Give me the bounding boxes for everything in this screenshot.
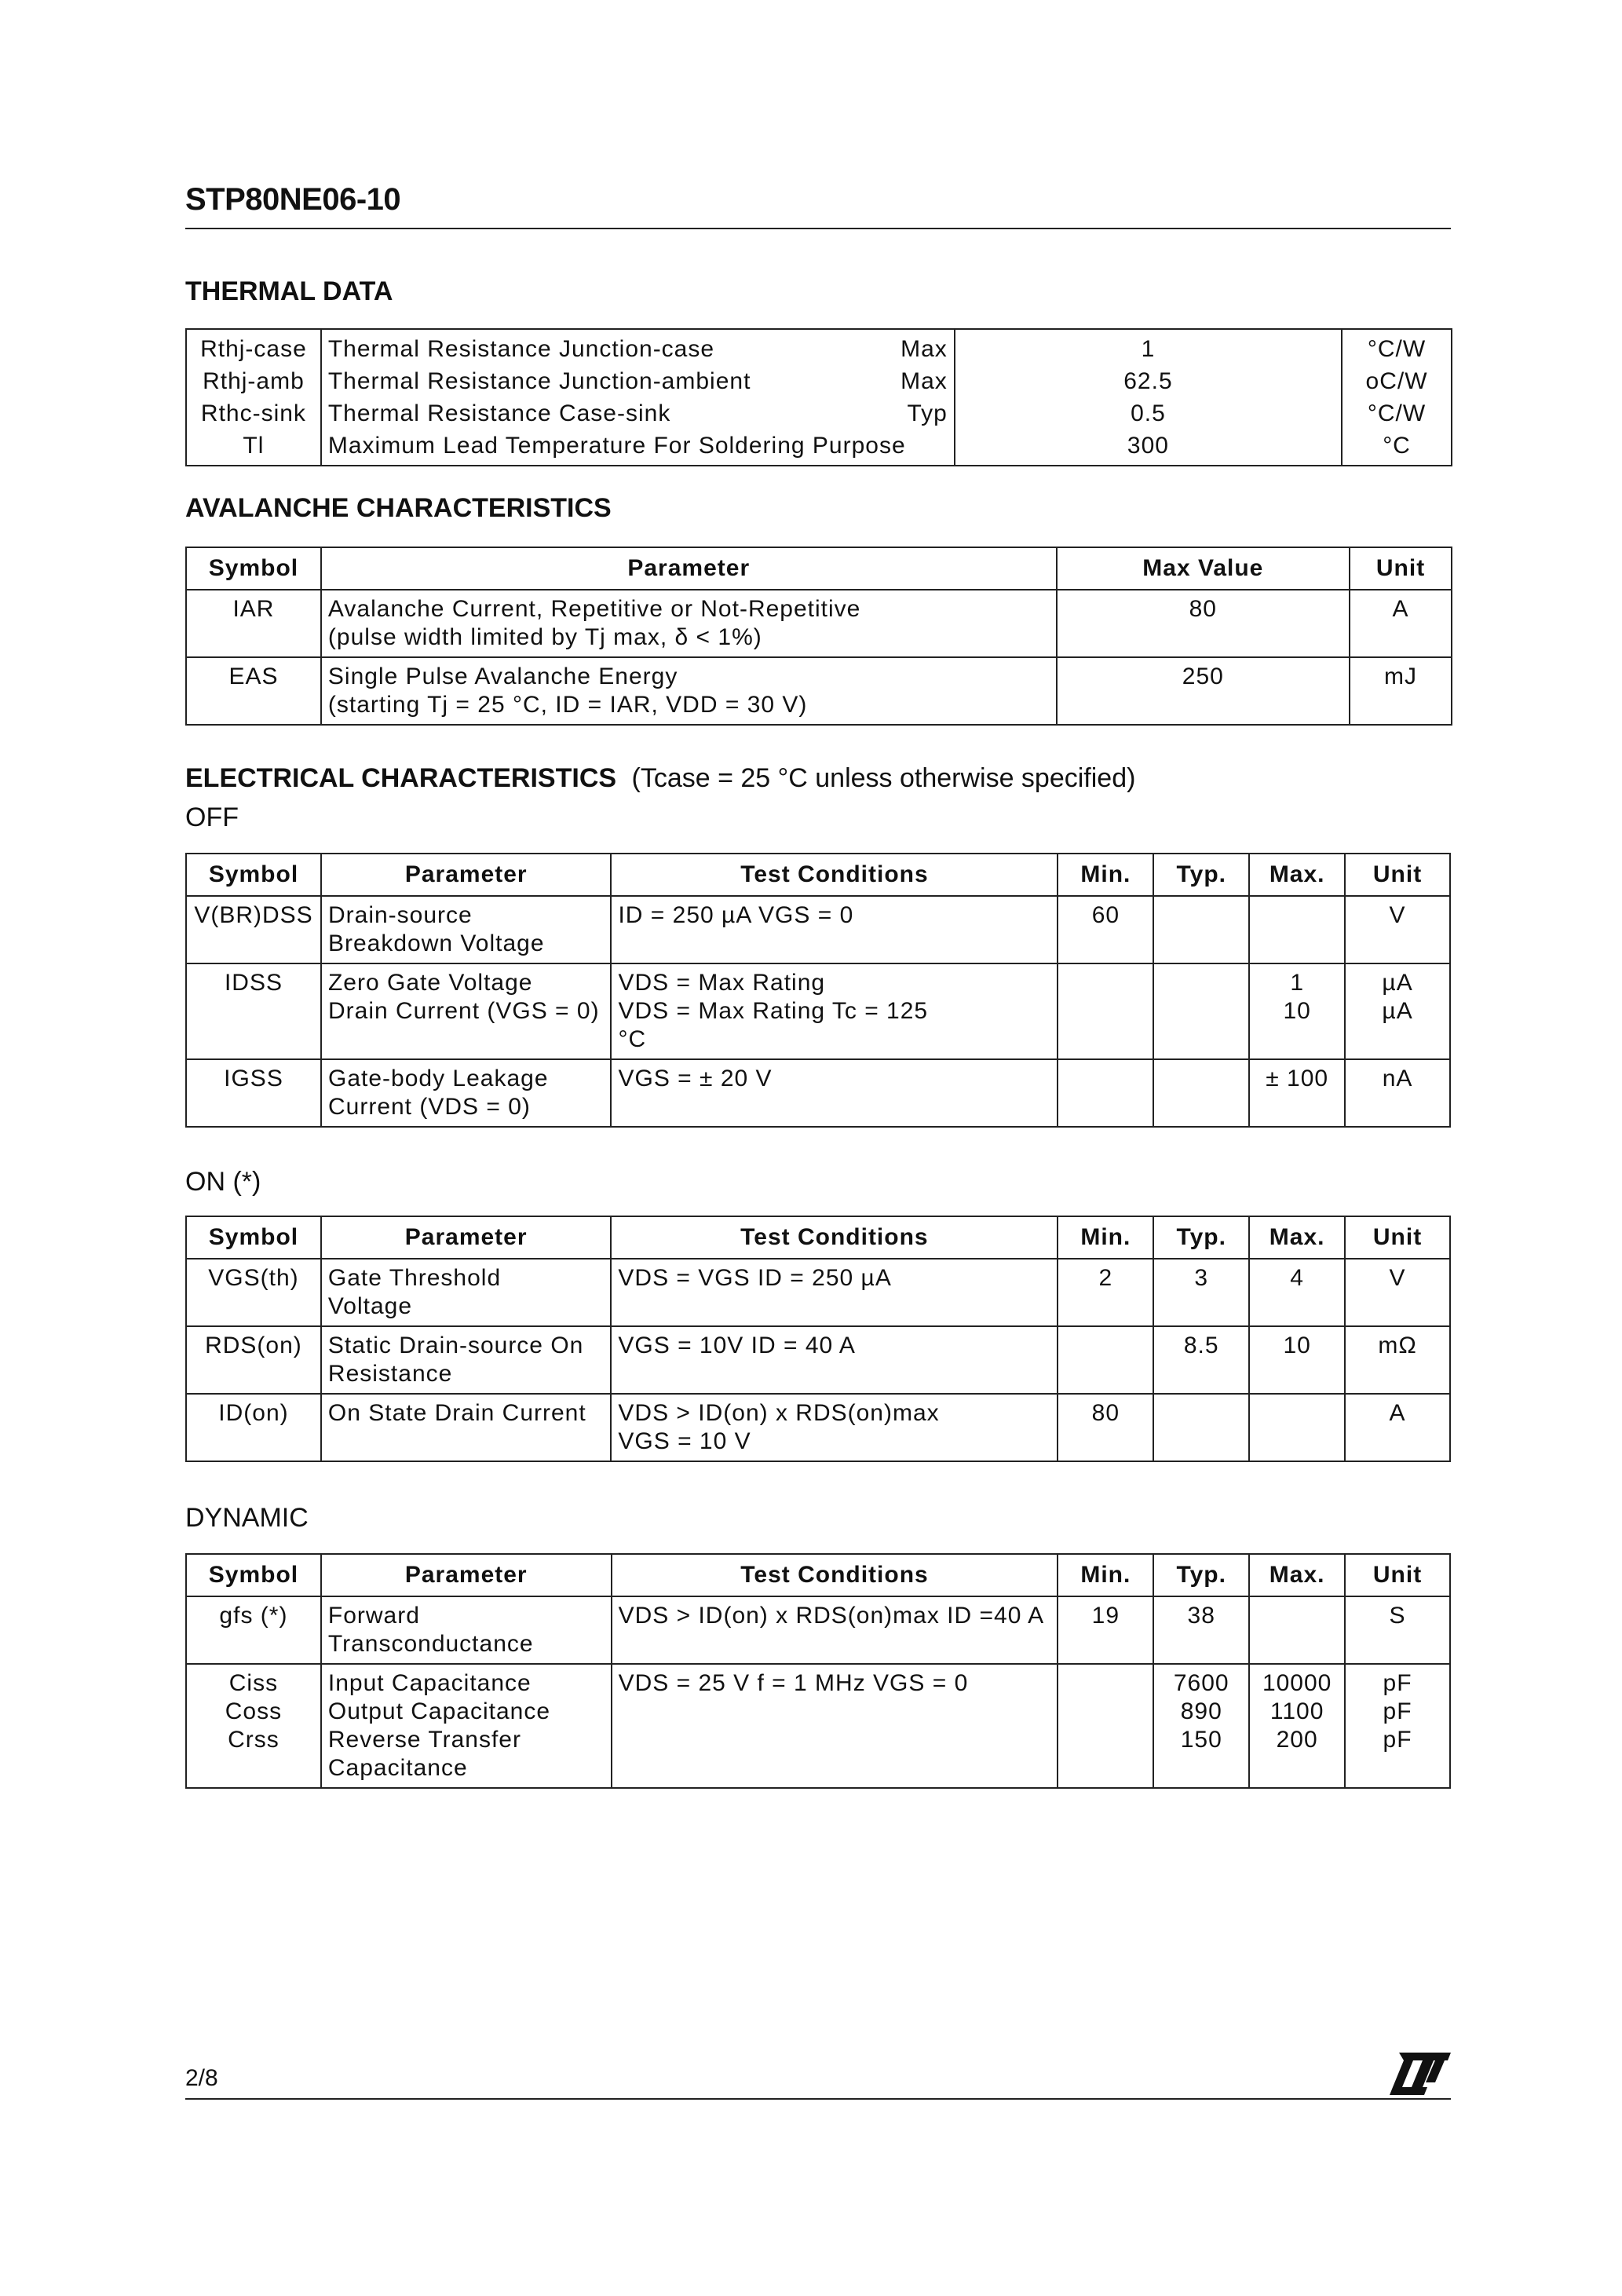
thermal-limit: Max xyxy=(901,336,948,362)
thermal-unit: °C/W xyxy=(1342,329,1452,365)
column-header: Max. xyxy=(1249,1554,1345,1596)
condition-line: VGS = ± 20 V xyxy=(618,1066,773,1091)
on-subheading: ON (*) xyxy=(185,1167,261,1197)
part-number-title: STP80NE06-10 xyxy=(185,182,401,217)
thermal-data-table xyxy=(185,328,1452,466)
parameter-cell xyxy=(321,1259,611,1326)
column-header: Symbol xyxy=(186,854,321,896)
parameter-line: Drain Current (VGS = 0) xyxy=(327,998,600,1024)
avalanche-symbol: EAS xyxy=(186,657,321,725)
max-cell: 10000 1100 200 xyxy=(1249,1664,1345,1788)
parameter-cell xyxy=(321,963,611,1059)
symbol-cell: ID(on) xyxy=(186,1394,321,1461)
parameter-line: Voltage xyxy=(327,1293,412,1319)
min-cell: 60 xyxy=(1058,896,1153,963)
test-conditions-cell xyxy=(612,1596,1058,1664)
max-cell xyxy=(1249,1596,1345,1664)
column-header: Symbol xyxy=(186,1216,321,1259)
symbol-cell: IGSS xyxy=(186,1059,321,1127)
avalanche-table xyxy=(185,547,1452,726)
parameter-line: Input Capacitance xyxy=(327,1670,532,1696)
test-conditions-cell xyxy=(611,1059,1058,1127)
thermal-row xyxy=(186,329,1452,365)
avalanche-header: Parameter xyxy=(321,547,1057,590)
thermal-unit: oC/W xyxy=(1342,365,1452,397)
column-header: Typ. xyxy=(1153,854,1249,896)
st-logo-icon xyxy=(1388,2051,1451,2095)
column-header: Min. xyxy=(1058,1216,1153,1259)
table-row xyxy=(186,1596,1450,1664)
thermal-value: 300 xyxy=(955,430,1342,466)
thermal-unit: °C xyxy=(1342,430,1452,466)
min-cell xyxy=(1058,963,1153,1059)
typ-cell xyxy=(1153,963,1249,1059)
thermal-parameter xyxy=(321,397,955,430)
condition-line: VGS = 10 V xyxy=(618,1428,751,1454)
min-cell xyxy=(1058,1664,1153,1788)
unit-cell: µA µA xyxy=(1345,963,1450,1059)
avalanche-unit: mJ xyxy=(1350,657,1452,725)
max-cell xyxy=(1249,1394,1345,1461)
column-header: Unit xyxy=(1345,1554,1450,1596)
parameter-line: Gate Threshold xyxy=(327,1265,502,1291)
column-header: Unit xyxy=(1345,854,1450,896)
column-header: Typ. xyxy=(1153,1554,1249,1596)
thermal-parameter-text: Thermal Resistance Junction-case xyxy=(327,336,715,362)
condition-line: VGS = 10V ID = 40 A xyxy=(618,1333,856,1358)
typ-cell: 38 xyxy=(1153,1596,1249,1664)
column-header: Test Conditions xyxy=(612,1554,1058,1596)
off-subheading: OFF xyxy=(185,803,239,832)
thermal-unit: °C/W xyxy=(1342,397,1452,430)
parameter-line: Reverse Transfer xyxy=(327,1727,521,1753)
thermal-row xyxy=(186,397,1452,430)
min-cell xyxy=(1058,1326,1153,1394)
thermal-row xyxy=(186,430,1452,466)
parameter-line: Transconductance xyxy=(327,1631,534,1657)
symbol-cell: V(BR)DSS xyxy=(186,896,321,963)
unit-cell: V xyxy=(1345,1259,1450,1326)
column-header: Min. xyxy=(1058,1554,1153,1596)
thermal-value: 0.5 xyxy=(955,397,1342,430)
avalanche-row xyxy=(186,590,1452,657)
parameter-line: Breakdown Voltage xyxy=(327,930,545,956)
thermal-limit: Typ xyxy=(907,400,948,426)
avalanche-symbol: IAR xyxy=(186,590,321,657)
on-table xyxy=(185,1216,1451,1462)
column-header: Test Conditions xyxy=(611,854,1058,896)
thermal-data-heading: THERMAL DATA xyxy=(185,276,393,306)
thermal-parameter xyxy=(321,430,955,466)
table-row xyxy=(186,1059,1450,1127)
symbol-cell: gfs (*) xyxy=(186,1596,321,1664)
unit-cell: mΩ xyxy=(1345,1326,1450,1394)
max-cell xyxy=(1249,896,1345,963)
electrical-title: ELECTRICAL CHARACTERISTICS xyxy=(185,763,617,793)
table-row xyxy=(186,1326,1450,1394)
avalanche-parameter xyxy=(321,590,1057,657)
thermal-value: 1 xyxy=(955,329,1342,365)
thermal-parameter xyxy=(321,365,955,397)
condition-line: VDS > ID(on) x RDS(on)max xyxy=(618,1400,940,1426)
column-header: Unit xyxy=(1345,1216,1450,1259)
condition-line: VDS = Max Rating xyxy=(618,970,826,996)
avalanche-value: 250 xyxy=(1057,657,1350,725)
condition-line: ID = 250 µA VGS = 0 xyxy=(618,902,854,928)
avalanche-param-line: (starting Tj = 25 °C, ID = IAR, VDD = 30 V) xyxy=(327,692,808,718)
parameter-line: Forward xyxy=(327,1603,420,1629)
avalanche-param-line: Avalanche Current, Repetitive or Not-Repetitive xyxy=(327,596,861,622)
unit-cell: S xyxy=(1345,1596,1450,1664)
typ-cell xyxy=(1153,896,1249,963)
unit-cell: A xyxy=(1345,1394,1450,1461)
test-conditions-cell xyxy=(611,1326,1058,1394)
electrical-heading xyxy=(185,763,1135,794)
avalanche-header: Symbol xyxy=(186,547,321,590)
dynamic-table xyxy=(185,1553,1451,1789)
condition-line: VDS = Max Rating Tc = 125 xyxy=(618,998,929,1024)
parameter-line: Static Drain-source On xyxy=(327,1333,584,1358)
thermal-value: 62.5 xyxy=(955,365,1342,397)
parameter-line: On State Drain Current xyxy=(327,1400,586,1426)
avalanche-header: Max Value xyxy=(1057,547,1350,590)
column-header: Min. xyxy=(1058,854,1153,896)
column-header: Typ. xyxy=(1153,1216,1249,1259)
page-number: 2/8 xyxy=(185,2065,218,2091)
parameter-cell xyxy=(321,1394,611,1461)
avalanche-param-line: Single Pulse Avalanche Energy xyxy=(327,664,678,689)
off-table xyxy=(185,853,1451,1128)
min-cell: 2 xyxy=(1058,1259,1153,1326)
symbol-cell: IDSS xyxy=(186,963,321,1059)
test-conditions-cell xyxy=(611,963,1058,1059)
parameter-line: Resistance xyxy=(327,1361,453,1387)
thermal-parameter-text: Thermal Resistance Junction-ambient xyxy=(327,368,751,394)
parameter-line: Current (VDS = 0) xyxy=(327,1094,531,1120)
table-row xyxy=(186,896,1450,963)
table-row xyxy=(186,1664,1450,1788)
symbol-cell: RDS(on) xyxy=(186,1326,321,1394)
avalanche-header: Unit xyxy=(1350,547,1452,590)
parameter-cell xyxy=(321,1059,611,1127)
footer-rule xyxy=(185,2098,1451,2100)
max-cell: 10 xyxy=(1249,1326,1345,1394)
column-header: Parameter xyxy=(321,1216,611,1259)
thermal-symbol: Rthc-sink xyxy=(186,397,321,430)
avalanche-value: 80 xyxy=(1057,590,1350,657)
unit-cell: pF pF pF xyxy=(1345,1664,1450,1788)
thermal-limit: Max xyxy=(901,368,948,394)
column-header: Parameter xyxy=(321,854,611,896)
test-conditions-cell xyxy=(611,1259,1058,1326)
test-conditions-cell xyxy=(612,1664,1058,1788)
typ-cell: 8.5 xyxy=(1153,1326,1249,1394)
parameter-cell xyxy=(321,1664,612,1788)
max-cell: ± 100 xyxy=(1249,1059,1345,1127)
min-cell xyxy=(1058,1059,1153,1127)
thermal-row xyxy=(186,365,1452,397)
unit-cell: V xyxy=(1345,896,1450,963)
test-conditions-cell xyxy=(611,896,1058,963)
typ-cell xyxy=(1153,1394,1249,1461)
condition-line: VDS = VGS ID = 250 µA xyxy=(618,1265,892,1291)
typ-cell: 7600 890 150 xyxy=(1153,1664,1249,1788)
table-row xyxy=(186,963,1450,1059)
thermal-parameter-text: Maximum Lead Temperature For Soldering Purpose xyxy=(327,433,906,459)
condition-line: VDS > ID(on) x RDS(on)max ID =40 A xyxy=(618,1603,1045,1629)
table-row xyxy=(186,1259,1450,1326)
avalanche-unit: A xyxy=(1350,590,1452,657)
thermal-symbol: Rthj-case xyxy=(186,329,321,365)
dynamic-subheading: DYNAMIC xyxy=(185,1503,309,1533)
avalanche-param-line: (pulse width limited by Tj max, δ < 1%) xyxy=(327,624,762,650)
table-row xyxy=(186,1394,1450,1461)
symbol-cell: Ciss Coss Crss xyxy=(186,1664,321,1788)
parameter-cell xyxy=(321,1596,612,1664)
column-header: Test Conditions xyxy=(611,1216,1058,1259)
avalanche-heading: AVALANCHE CHARACTERISTICS xyxy=(185,493,612,523)
typ-cell xyxy=(1153,1059,1249,1127)
thermal-symbol: Rthj-amb xyxy=(186,365,321,397)
parameter-line: Drain-source xyxy=(327,902,473,928)
unit-cell: nA xyxy=(1345,1059,1450,1127)
thermal-parameter-text: Thermal Resistance Case-sink xyxy=(327,400,671,426)
column-header: Parameter xyxy=(321,1554,612,1596)
typ-cell: 3 xyxy=(1153,1259,1249,1326)
column-header: Max. xyxy=(1249,854,1345,896)
symbol-cell: VGS(th) xyxy=(186,1259,321,1326)
max-cell: 4 xyxy=(1249,1259,1345,1326)
condition-line: °C xyxy=(618,1026,647,1052)
parameter-line: Zero Gate Voltage xyxy=(327,970,533,996)
parameter-line: Gate-body Leakage xyxy=(327,1066,549,1091)
avalanche-parameter xyxy=(321,657,1057,725)
min-cell: 19 xyxy=(1058,1596,1153,1664)
condition-line: VDS = 25 V f = 1 MHz VGS = 0 xyxy=(618,1670,969,1696)
thermal-parameter xyxy=(321,329,955,365)
electrical-condition: (Tcase = 25 °C unless otherwise specified) xyxy=(631,763,1136,793)
parameter-cell xyxy=(321,896,611,963)
parameter-line: Capacitance xyxy=(327,1755,468,1781)
column-header: Symbol xyxy=(186,1554,321,1596)
parameter-cell xyxy=(321,1326,611,1394)
max-cell: 1 10 xyxy=(1249,963,1345,1059)
avalanche-row xyxy=(186,657,1452,725)
header-rule xyxy=(185,228,1451,229)
column-header: Max. xyxy=(1249,1216,1345,1259)
parameter-line: Output Capacitance xyxy=(327,1698,551,1724)
thermal-symbol: Tl xyxy=(186,430,321,466)
min-cell: 80 xyxy=(1058,1394,1153,1461)
test-conditions-cell xyxy=(611,1394,1058,1461)
